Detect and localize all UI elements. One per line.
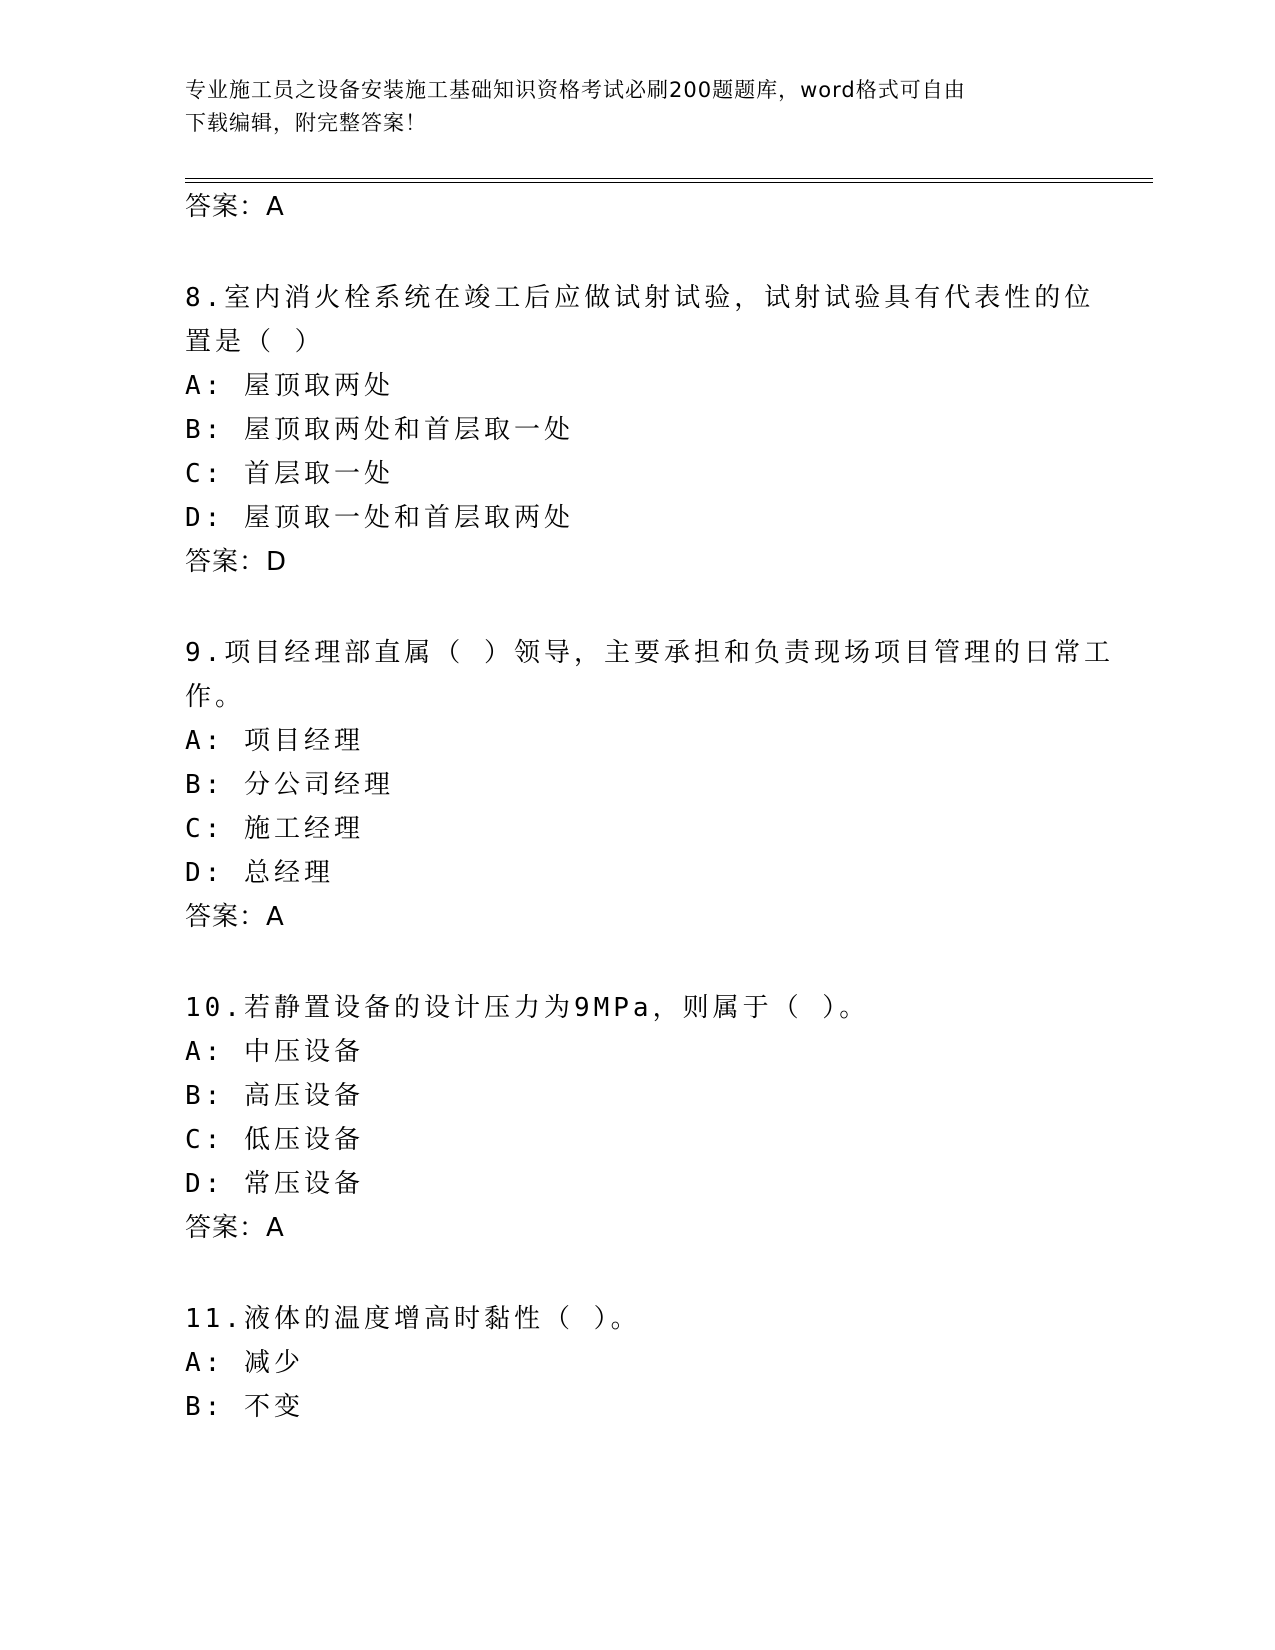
question-9-option-c: C: 施工经理 <box>185 814 364 844</box>
question-8-option-b: B: 屋顶取两处和首层取一处 <box>185 415 574 445</box>
previous-answer: 答案：A <box>185 192 285 222</box>
question-8-stem-line-2: 置是（ ） <box>185 327 325 357</box>
question-10-option-b: B: 高压设备 <box>185 1081 364 1111</box>
header-divider-top <box>185 178 1153 179</box>
question-8-answer: 答案：D <box>185 547 288 577</box>
question-11-option-b: B: 不变 <box>185 1392 304 1422</box>
question-11-stem: 11.液体的温度增高时黏性（ ）。 <box>185 1304 641 1334</box>
question-9-option-b: B: 分公司经理 <box>185 770 394 800</box>
question-10-option-c: C: 低压设备 <box>185 1125 364 1155</box>
question-9-stem-line-1: 9.项目经理部直属（ ）领导，主要承担和负责现场项目管理的日常工 <box>185 638 1114 668</box>
question-11-option-a: A: 减少 <box>185 1348 304 1378</box>
question-10-option-a: A: 中压设备 <box>185 1037 364 1067</box>
question-9-option-a: A: 项目经理 <box>185 726 364 756</box>
document-header <box>185 74 1065 140</box>
question-8-option-c: C: 首层取一处 <box>185 459 394 489</box>
question-8-option-d: D: 屋顶取一处和首层取两处 <box>185 503 574 533</box>
question-9-stem-line-2: 作。 <box>185 682 246 712</box>
question-8-stem-line-1: 8.室内消火栓系统在竣工后应做试射试验，试射试验具有代表性的位 <box>185 283 1095 313</box>
question-8-option-a: A: 屋顶取两处 <box>185 371 394 401</box>
question-10-option-d: D: 常压设备 <box>185 1169 364 1199</box>
header-line-2: 下载编辑，附完整答案！ <box>185 111 427 135</box>
question-9-option-d: D: 总经理 <box>185 858 334 888</box>
question-9-answer: 答案：A <box>185 902 285 932</box>
header-line-1: 专业施工员之设备安装施工基础知识资格考试必刷200题题库，word格式可自由 <box>185 78 966 102</box>
question-10-stem: 10.若静置设备的设计压力为9MPa，则属于（ ）。 <box>185 993 870 1023</box>
question-10-answer: 答案：A <box>185 1213 285 1243</box>
header-divider-bottom <box>185 182 1153 183</box>
